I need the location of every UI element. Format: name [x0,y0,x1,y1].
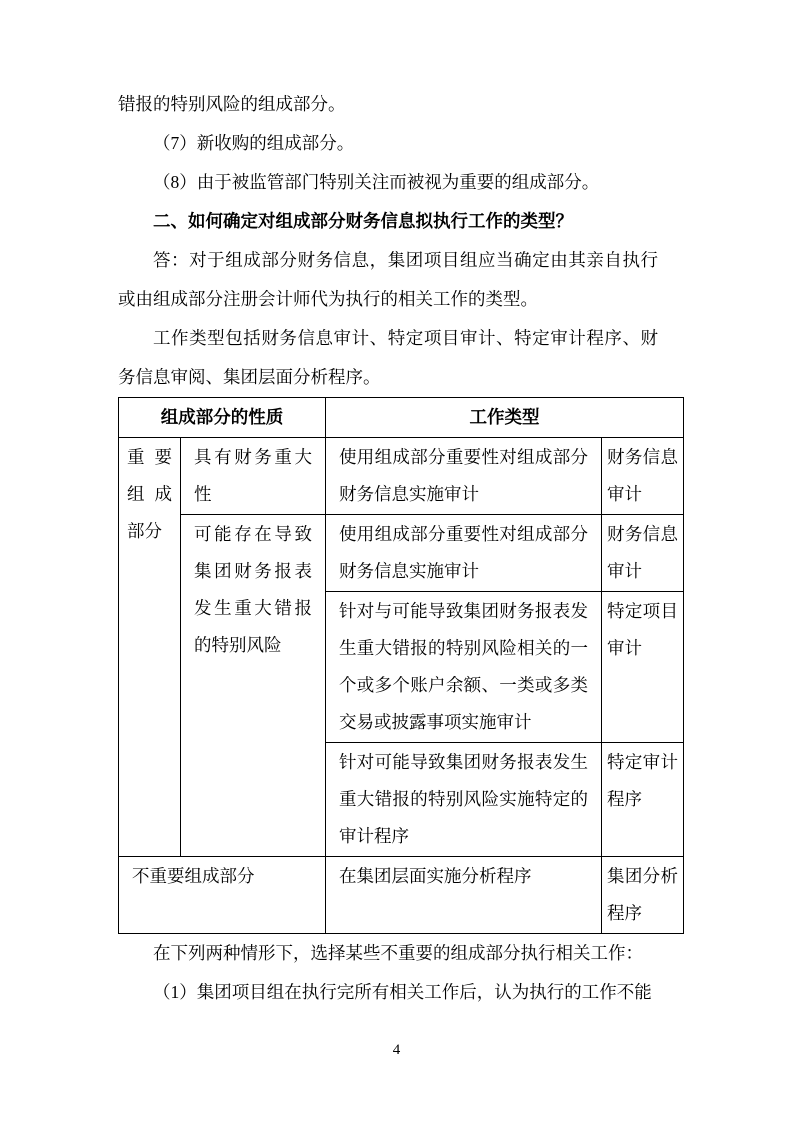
section-heading: 二、如何确定对组成部分财务信息拟执行工作的类型？ [153,211,573,231]
cell-row3-worktype: 特定项目审计 [602,592,684,743]
cell-row5-description: 在集团层面实施分析程序 [326,857,602,934]
list-item-7: （7）新收购的组成部分。 [153,133,355,153]
work-types-paragraph: 工作类型包括财务信息审计、特定项目审计、特定审计程序、财务信息审阅、集团层面分析程序。 [118,328,658,387]
after-table-paragraph-1: 在下列两种情形下，选择某些不重要的组成部分执行相关工作： [153,943,643,963]
table-row [119,857,684,934]
cell-important-component: 重要组成部分 [119,438,181,857]
header-cell-nature: 组成部分的性质 [119,398,326,438]
page-number: 4 [392,1042,401,1058]
table-header-row [119,398,684,438]
paragraph-continuation: 错报的特别风险的组成部分。 [118,94,346,114]
work-type-table [118,397,684,934]
cell-financial-significance: 具有财务重大性 [181,438,326,515]
answer-paragraph: 答：对于组成部分财务信息，集团项目组应当确定由其亲自执行或由组成部分注册会计师代为执行的相关工作的类型。 [118,250,658,309]
cell-row5-worktype: 集团分析程序 [602,857,684,934]
cell-row2-description: 使用组成部分重要性对组成部分财务信息实施审计 [326,515,602,592]
cell-row1-worktype: 财务信息审计 [602,438,684,515]
table-row [119,438,684,515]
cell-significant-risk: 可能存在导致集团财务报表发生重大错报的特别风险 [181,515,326,857]
cell-row4-worktype: 特定审计程序 [602,743,684,857]
after-table-paragraph-2: （1）集团项目组在执行完所有相关工作后，认为执行的工作不能 [153,982,652,1002]
table-row [119,515,684,592]
cell-row1-description: 使用组成部分重要性对组成部分财务信息实施审计 [326,438,602,515]
cell-row2-worktype: 财务信息审计 [602,515,684,592]
list-item-8: （8）由于被监管部门特别关注而被视为重要的组成部分。 [153,172,600,192]
cell-row4-description: 针对可能导致集团财务报表发生重大错报的特别风险实施特定的审计程序 [326,743,602,857]
cell-row3-description: 针对与可能导致集团财务报表发生重大错报的特别风险相关的一个或多个账户余额、一类或多类交易或披露事项实施审计 [326,592,602,743]
cell-not-important-component: 不重要组成部分 [119,857,326,934]
header-cell-worktype: 工作类型 [326,398,684,438]
page-content [118,85,683,1012]
